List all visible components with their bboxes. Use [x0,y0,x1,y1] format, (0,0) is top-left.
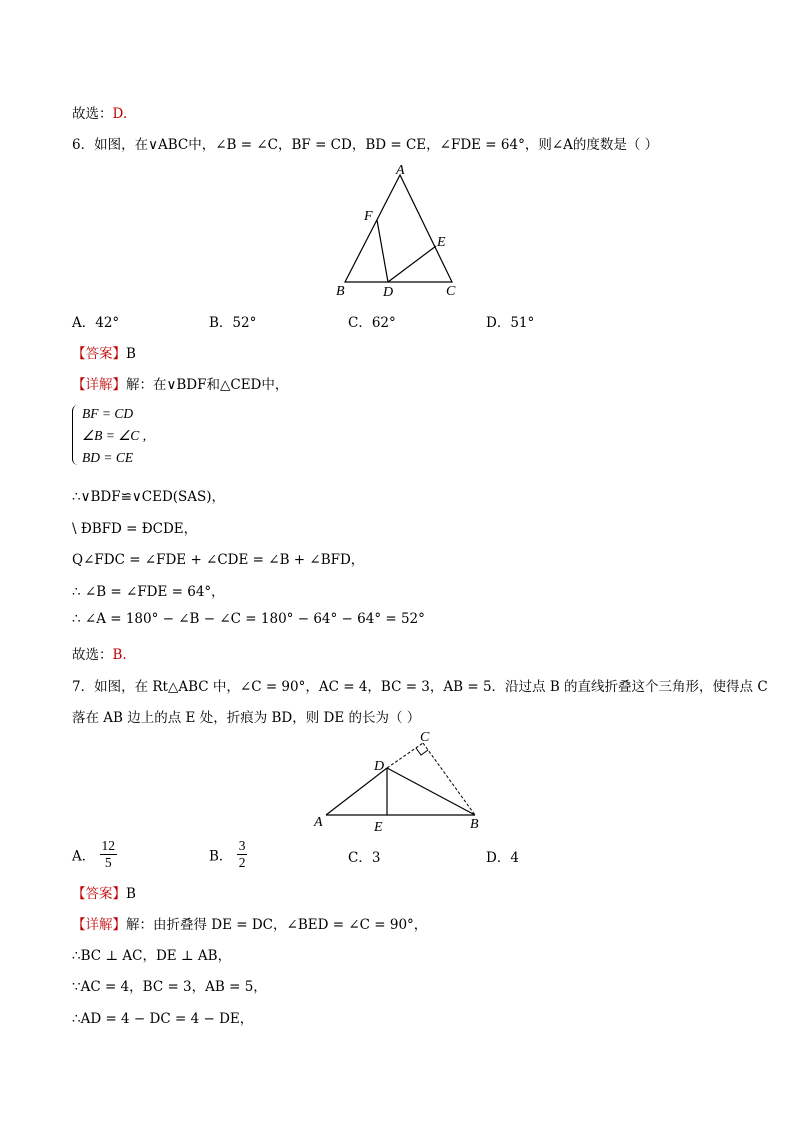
q7-right-angle-mark [416,748,428,755]
q6-system-line-3: BD = CE [82,450,134,465]
q6-label-c: C [446,284,456,299]
q7-option-b-prefix: B． [209,848,233,865]
q7-label-c: C [420,730,430,745]
q7-option-b-fraction [237,838,248,871]
q6-answer-label: 【答案】 [72,346,126,362]
q6-label-f: F [364,209,373,224]
q6-segment-de [388,246,436,282]
q7-option-a [72,838,117,871]
q6-label-d: D [383,285,394,300]
q6-system-line-1: BF = CD [82,406,134,421]
q7-option-b [209,838,247,871]
q7-option-b-denominator: 2 [238,855,246,870]
q6-label-e: E [437,235,446,250]
q6-step-2: \ ÐBFD = ÐCDE， [72,521,198,537]
q7-stem-line-1: 7．如图，在 Rt△ABC 中，∠C = 90°，AC = 4，BC = 3，AB = 5．沿过点 B 的直线折叠这个三角形，使得点 C [72,679,768,695]
q6-figure [330,160,470,300]
q6-detail-line [72,373,288,393]
q6-option-a: A．42° [72,315,120,331]
q7-option-a-numerator: 12 [101,838,116,853]
q7-stem-line-2: 落在 AB 边上的点 E 处，折痕为 BD，则 DE 的长为（ ） [72,710,421,726]
q5-answer: D. [112,106,128,122]
q6-triangle-abc [345,175,452,282]
q6-option-d: D．51° [486,315,535,331]
q7-label-d: D [374,759,385,774]
q7-label-a: A [314,815,323,830]
q7-dashed-dc [387,743,423,768]
q7-option-b-numerator: 3 [238,838,246,853]
q6-option-c: C．62° [348,315,396,331]
q6-conclusion-label: 故选： [72,647,113,663]
q6-detail-intro: 解：在∨BDF和△CED中， [126,377,289,393]
q6-final-answer: B. [112,647,127,663]
q7-answer: B [126,886,136,902]
q6-answer-line [72,342,136,362]
q7-option-a-prefix: A． [72,848,96,865]
q7-option-a-denominator: 5 [104,855,112,870]
q7-step-3: ∴AD = 4 − DC = 4 − DE， [72,1011,254,1027]
q6-label-b: B [336,284,345,299]
q6-step-5: ∴ ∠A = 180° − ∠B − ∠C = 180° − 64° − 64° = 52° [72,611,425,627]
q7-label-e: E [374,820,383,835]
q6-detail-label: 【详解】 [72,377,126,393]
q7-detail-line [72,913,427,933]
q7-segment-ad [326,768,387,815]
q7-option-d: D．4 [486,850,519,866]
q6-step-1: ∴∨BDF≌∨CED(SAS)， [72,489,226,505]
q6-stem: 6．如图，在∨ABC中，∠B = ∠C，BF = CD，BD = CE，∠FDE = 64°，则∠A的度数是（ ） [72,137,659,153]
q7-detail-label: 【详解】 [72,917,126,933]
q7-label-b: B [470,817,479,832]
q5-conclusion-label: 故选： [72,106,113,122]
q6-step-3: Q∠FDC = ∠FDE + ∠CDE = ∠B + ∠BFD， [72,552,365,568]
q7-answer-line [72,882,136,902]
q7-figure [310,725,490,835]
q6-system-line-2: ∠B = ∠C , [82,428,147,443]
q7-option-c: C．3 [348,850,381,866]
q7-answer-label: 【答案】 [72,886,126,902]
q6-answer: B [126,346,136,362]
q5-conclusion [72,102,127,122]
q7-dashed-cb [423,743,475,815]
q7-option-a-fraction [100,838,118,871]
q6-option-b: B．52° [209,315,257,331]
q7-step-1: ∴BC ⊥ AC，DE ⊥ AB， [72,948,232,964]
q7-detail-intro: 解：由折叠得 DE = DC，∠BED = ∠C = 90°， [126,917,428,933]
q6-step-4: ∴ ∠B = ∠FDE = 64°， [72,584,225,600]
q7-step-2: ∵AC = 4，BC = 3，AB = 5， [72,979,267,995]
q7-segment-db [387,768,475,815]
q6-system-brace [72,405,81,465]
q6-segment-fd [377,220,388,282]
q6-conclusion [72,643,127,663]
q6-label-a: A [396,163,405,178]
